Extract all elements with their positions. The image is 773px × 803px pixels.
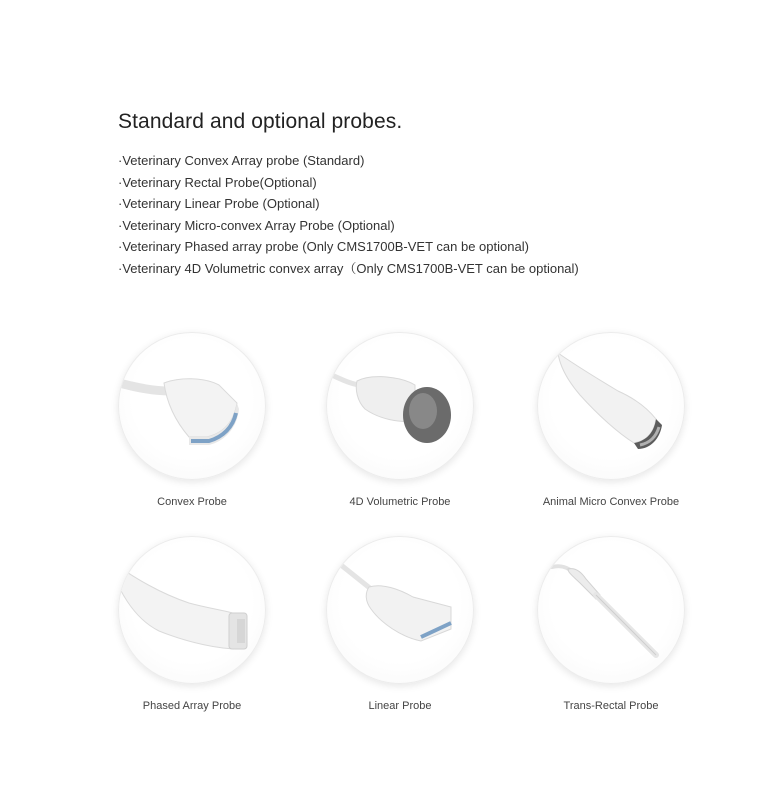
probe-card-trans-rectal <box>521 536 701 712</box>
probe-card-micro-convex <box>521 332 701 508</box>
list-item: ·Veterinary Convex Array probe (Standard) <box>118 153 365 168</box>
trans-rectal-probe-icon <box>537 536 685 684</box>
probe-card-phased-array <box>102 536 282 712</box>
page-title: Standard and optional probes. <box>118 110 403 133</box>
list-item: ·Veterinary Rectal Probe(Optional) <box>118 174 317 190</box>
probe-caption: Phased Array Probe <box>142 700 242 712</box>
phased-array-probe-icon <box>118 536 266 684</box>
probe-card-linear <box>310 536 490 712</box>
list-item: ·Veterinary Phased array probe (Only CMS1700B-VET can be optional) <box>118 239 529 254</box>
list-item: ·Veterinary Micro-convex Array Probe (Optional) <box>118 217 395 233</box>
probe-caption: Linear Probe <box>368 700 432 712</box>
convex-probe-icon <box>118 332 266 480</box>
probe-list <box>118 150 579 279</box>
probe-caption: Animal Micro Convex Probe <box>542 496 680 508</box>
volumetric-probe-icon <box>326 332 474 480</box>
probe-card-4d-volumetric <box>310 332 490 508</box>
probe-caption: 4D Volumetric Probe <box>349 496 451 508</box>
micro-convex-probe-icon <box>537 332 685 480</box>
list-item: ·Veterinary 4D Volumetric convex array（Only CMS1700B-VET can be optional) <box>118 260 579 276</box>
list-item: ·Veterinary Linear Probe (Optional) <box>118 196 320 211</box>
probe-card-convex <box>102 332 282 508</box>
probe-caption: Trans-Rectal Probe <box>563 700 659 712</box>
linear-probe-icon <box>326 536 474 684</box>
probe-caption: Convex Probe <box>157 496 227 508</box>
